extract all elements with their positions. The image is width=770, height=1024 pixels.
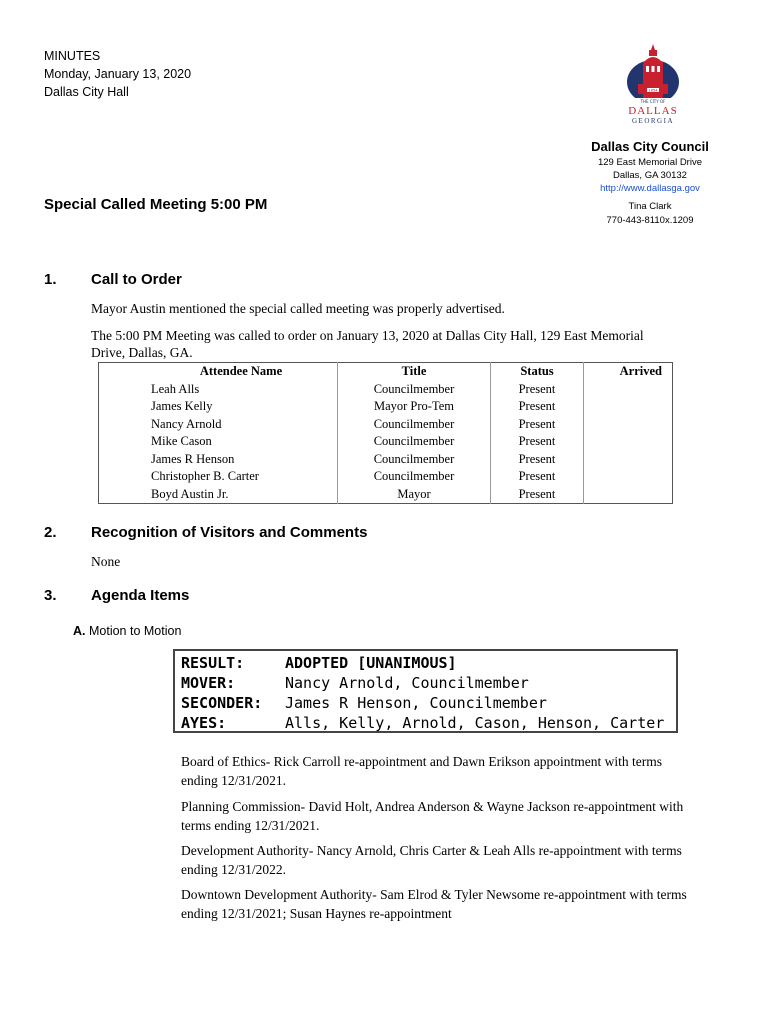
council-website-link[interactable]: http://www.dallasga.gov [600, 183, 700, 194]
result-value: James R Henson, Councilmember [285, 694, 547, 712]
result-value: Nancy Arnold, Councilmember [285, 674, 529, 692]
minutes-label: MINUTES [44, 49, 101, 63]
table-row [99, 398, 673, 416]
col-header-arrived: Arrived [619, 364, 662, 379]
result-row [181, 653, 670, 673]
attendee-name: Boyd Austin Jr. [99, 486, 338, 504]
motion-result-box [173, 649, 678, 733]
attendee-arrived [584, 398, 673, 416]
attendee-name: Mike Cason [99, 433, 338, 451]
contact-phone: 770-443-8110x.1209 [606, 215, 694, 226]
attendee-title: Councilmember [338, 433, 491, 451]
table-row [99, 433, 673, 451]
attendee-arrived [584, 433, 673, 451]
result-key: AYES: [181, 714, 227, 732]
council-name: Dallas City Council [591, 139, 709, 154]
table-row [99, 381, 673, 399]
attendee-name: James Kelly [99, 398, 338, 416]
attendee-status: Present [491, 451, 584, 469]
section-number: 2. [44, 524, 57, 541]
result-key: MOVER: [181, 674, 236, 692]
result-key: RESULT: [181, 654, 245, 672]
appointment-paragraph: Development Authority- Nancy Arnold, Chris Carter & Leah Alls re-appointment with terms ending 12/31/2022. [181, 843, 682, 877]
attendee-title: Councilmember [338, 381, 491, 399]
result-row [181, 713, 670, 733]
attendee-title: Councilmember [338, 451, 491, 469]
result-row [181, 673, 670, 693]
attendee-arrived [584, 486, 673, 504]
contact-name: Tina Clark [628, 201, 672, 212]
col-header-attendee: Attendee Name [99, 363, 338, 381]
table-row [99, 468, 673, 486]
attendee-title: Councilmember [338, 416, 491, 434]
section-title-agenda-items: Agenda Items [91, 587, 190, 604]
minutes-header [44, 47, 191, 101]
attendee-title: Mayor [338, 486, 491, 504]
section-number: 3. [44, 587, 57, 604]
agenda-item-letter: A. [73, 624, 86, 638]
col-header-title: Title [338, 363, 491, 381]
attendee-name: Leah Alls [99, 381, 338, 399]
contact-info [580, 200, 720, 228]
logo-year: 1854 [648, 88, 658, 93]
attendee-arrived [584, 451, 673, 469]
agenda-item-title: Motion to Motion [88, 624, 182, 638]
section-number: 1. [44, 271, 57, 288]
attendee-name: James R Henson [99, 451, 338, 469]
result-row [181, 693, 670, 713]
attendee-status: Present [491, 381, 584, 399]
agenda-item-heading [73, 624, 181, 638]
attendee-title: Mayor Pro-Tem [338, 398, 491, 416]
appointment-paragraph: Planning Commission- David Holt, Andrea Anderson & Wayne Jackson re-appointment with terms ending 12/31/2021. [181, 799, 684, 833]
section-title-recognition-of-visitors: Recognition of Visitors and Comments [91, 524, 368, 541]
attendance-header-row [99, 363, 673, 381]
meeting-location: Dallas City Hall [44, 85, 129, 99]
meeting-title: Special Called Meeting 5:00 PM [44, 196, 268, 213]
attendee-arrived [584, 468, 673, 486]
result-value: Alls, Kelly, Arnold, Cason, Henson, Carter [285, 714, 665, 732]
attendee-status: Present [491, 398, 584, 416]
logo-state: GEORGIA [632, 117, 674, 125]
logo-top-text: THE CITY OF [640, 99, 666, 104]
city-of-dallas-logo [618, 40, 688, 126]
result-key: SECONDER: [181, 694, 263, 712]
meeting-date: Monday, January 13, 2020 [44, 67, 192, 81]
attendee-name: Nancy Arnold [99, 416, 338, 434]
table-row [99, 451, 673, 469]
attendee-status: Present [491, 486, 584, 504]
col-header-status: Status [491, 363, 584, 381]
attendee-title: Councilmember [338, 468, 491, 486]
call-to-order-paragraph: The 5:00 PM Meeting was called to order on January 13, 2020 at Dallas City Hall, 129 East Memorial Drive, Dallas, GA. [91, 328, 644, 360]
section-title-call-to-order: Call to Order [91, 271, 182, 288]
result-value: ADOPTED [UNANIMOUS] [285, 654, 457, 672]
visitors-text: None [91, 554, 121, 569]
council-address-line2: Dallas, GA 30132 [613, 170, 687, 181]
appointment-paragraph: Board of Ethics- Rick Carroll re-appointment and Dawn Erikson appointment with terms ending 12/31/2021. [181, 754, 663, 788]
attendee-name: Christopher B. Carter [99, 468, 338, 486]
attendance-table [98, 362, 673, 504]
logo-city-name: DALLAS [628, 105, 678, 117]
attendee-arrived [584, 381, 673, 399]
council-info [560, 138, 740, 195]
attendee-status: Present [491, 468, 584, 486]
attendee-status: Present [491, 416, 584, 434]
call-to-order-paragraph: Mayor Austin mentioned the special called meeting was properly advertised. [91, 301, 505, 316]
attendee-arrived [584, 416, 673, 434]
attendee-status: Present [491, 433, 584, 451]
appointment-paragraph: Downtown Development Authority- Sam Elrod & Tyler Newsome re-appointment with terms ending 12/31/2021; Susan Haynes re-appointment [181, 887, 687, 921]
table-row [99, 486, 673, 504]
council-address-line1: 129 East Memorial Drive [597, 157, 702, 168]
table-row [99, 416, 673, 434]
